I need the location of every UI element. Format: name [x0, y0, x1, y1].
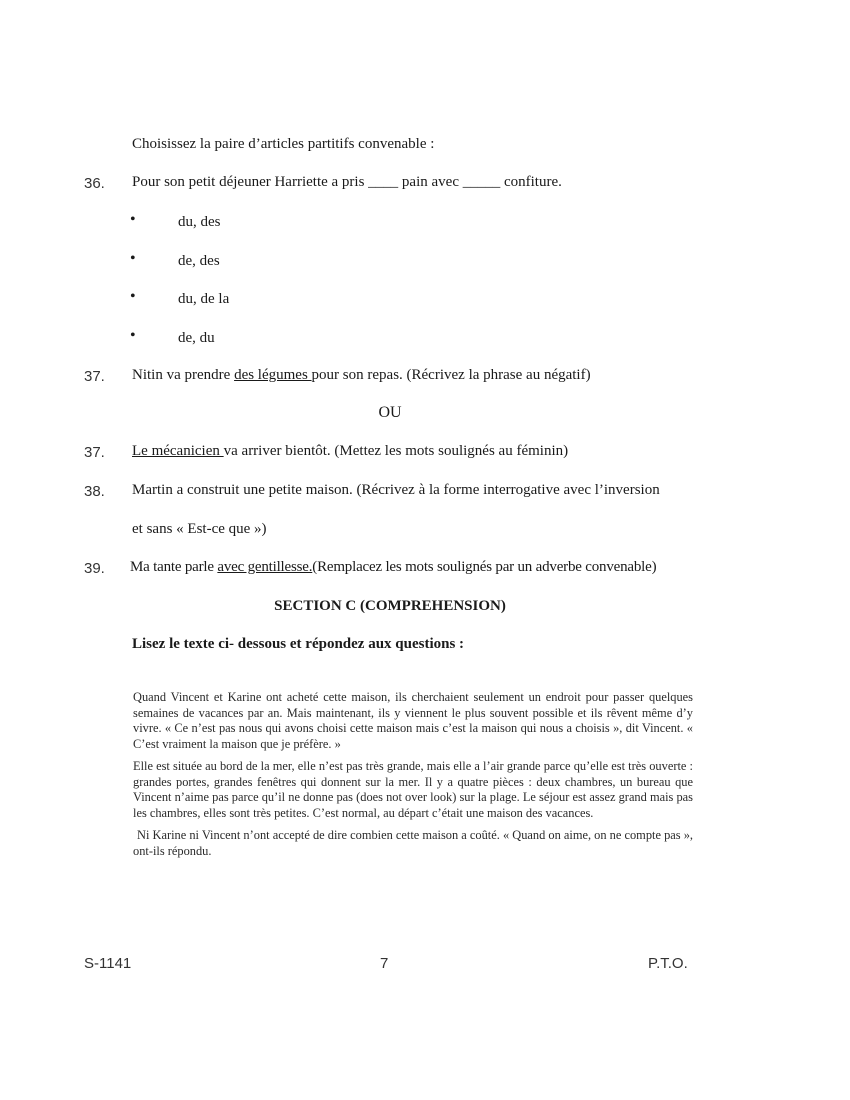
- passage-paragraph-3: Ni Karine ni Vincent n’ont accepté de dire combien cette maison a coûté. « Quand on aime, on ne compte pas », ont-ils répondu.: [133, 828, 693, 858]
- footer-page-number: 7: [380, 955, 389, 972]
- question-number-37: 37.: [84, 368, 105, 385]
- question-37b-post: va arriver bientôt. (Mettez les mots soulignés au féminin): [223, 443, 569, 459]
- section-c-title: SECTION C (COMPREHENSION): [274, 598, 506, 614]
- bullet-icon: •: [130, 288, 136, 305]
- question-37a-post: pour son repas. (Récrivez la phrase au négatif): [311, 367, 591, 383]
- bullet-icon: •: [130, 250, 136, 267]
- question-number-36: 36.: [84, 175, 105, 192]
- question-38-line1: Martin a construit une petite maison. (Récrivez à la forme interrogative avec l’inversion: [132, 482, 660, 498]
- question-36-text: Pour son petit déjeuner Harriette a pris ____ pain avec _____ confiture.: [132, 174, 562, 190]
- option-36-d: de, du: [178, 330, 215, 346]
- bullet-icon: •: [130, 327, 136, 344]
- section-c-instruction: Lisez le texte ci- dessous et répondez aux questions :: [132, 636, 465, 652]
- question-37b-text: [132, 443, 568, 460]
- comprehension-passage: [133, 690, 693, 866]
- question-39-text: [130, 559, 656, 576]
- question-37a-pre: Nitin va prendre: [132, 367, 235, 383]
- question-39-post: (Remplacez les mots soulignés par un adverbe convenable): [312, 559, 657, 575]
- question-37a-text: [132, 367, 591, 384]
- ou-separator: OU: [378, 404, 402, 421]
- option-36-c: du, de la: [178, 291, 230, 307]
- bullet-icon: •: [130, 211, 136, 228]
- underlined-phrase: Le mécanicien: [132, 443, 224, 459]
- footer-exam-code: S-1141: [84, 955, 132, 972]
- question-39-pre: Ma tante parle: [130, 559, 218, 575]
- question-number-38: 38.: [84, 483, 105, 500]
- passage-paragraph-1: Quand Vincent et Karine ont acheté cette maison, ils cherchaient seulement un endroit pour passer quelques semaines de vacances par an. Mais maintenant, ils y viennent le plus souvent possible et ils rêvent même d’y vivre. « Ce n’est pas nous qui avons choisi cette maison mais c’est la maison qui nous a choisis », dit Vincent. « C’est vraiment la maison que je préfère. »: [133, 690, 693, 751]
- underlined-phrase: des légumes: [234, 367, 312, 383]
- footer-pto: P.T.O.: [648, 955, 688, 972]
- question-number-39: 39.: [84, 560, 105, 577]
- option-36-b: de, des: [178, 253, 220, 269]
- question-number-37-alt: 37.: [84, 444, 105, 461]
- underlined-phrase: avec gentillesse.: [217, 559, 313, 575]
- passage-paragraph-2: Elle est située au bord de la mer, elle n’est pas très grande, mais elle a l’air grande parce qu’elle est très ouverte : grandes portes, grandes fenêtres qui donnent sur la mer. Il y a quatre pièces : deux chambres, un bureau que Vincent n’aime pas parce qu’il ne donne pas (does not over look) sur la plage. Le séjour est assez grand mais pas les chambres, elles sont très petites. C’est normal, au départ c’était une maison des vacances.: [133, 759, 693, 820]
- question-38-line2: et sans « Est-ce que »): [132, 521, 267, 537]
- option-36-a: du, des: [178, 214, 221, 230]
- section-instruction-partitifs: Choisissez la paire d’articles partitifs convenable :: [132, 136, 435, 152]
